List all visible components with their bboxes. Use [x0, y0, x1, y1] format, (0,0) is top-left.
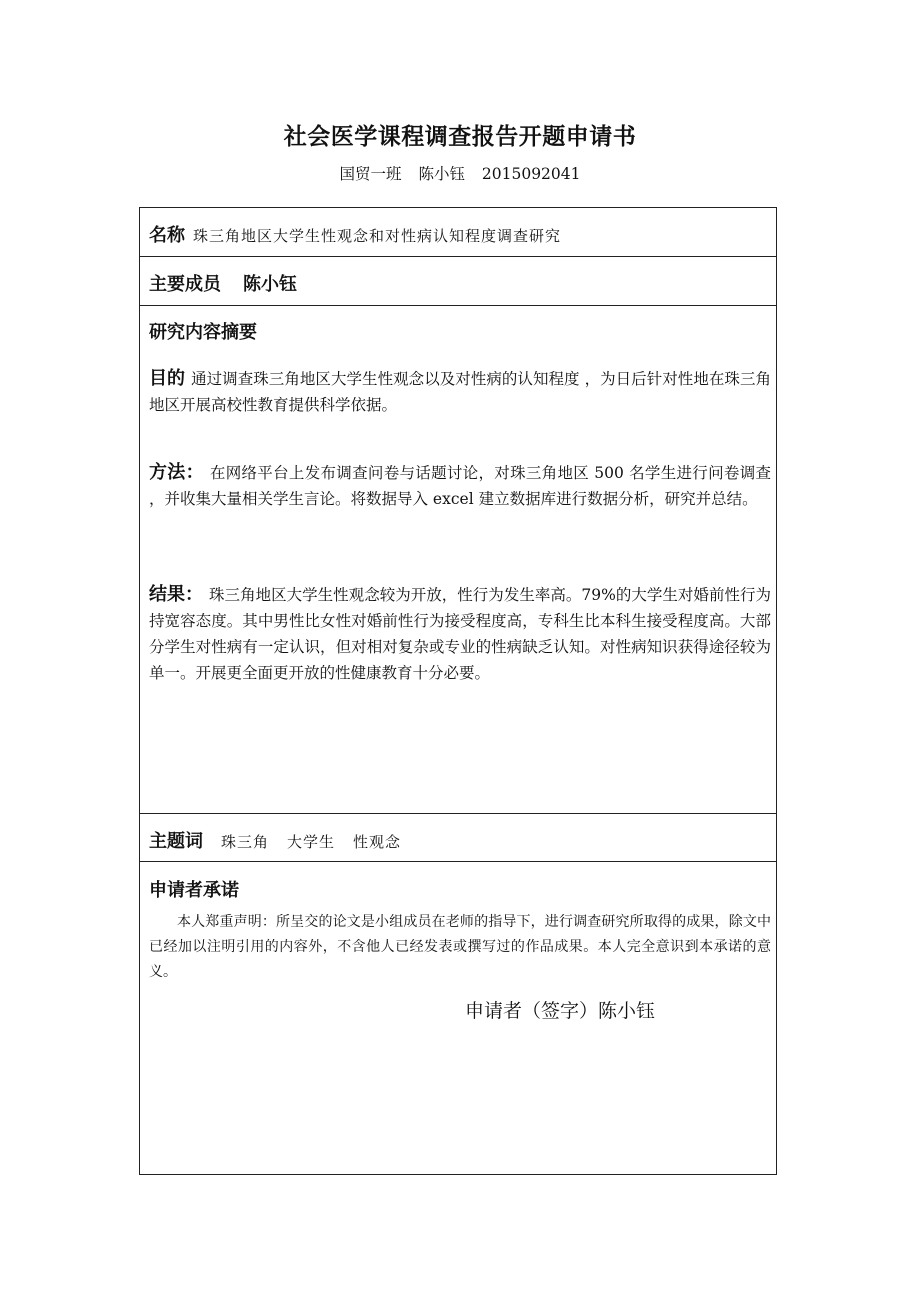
abstract-heading: 研究内容摘要 [149, 322, 257, 343]
keyword-item: 大学生 [287, 833, 336, 851]
document-subtitle [0, 162, 920, 184]
project-name: 珠三角地区大学生性观念和对性病认知程度调查研究 [193, 227, 562, 245]
members-label: 主要成员 [149, 274, 221, 295]
purpose-label: 目的 [149, 368, 186, 389]
members-row [140, 257, 776, 306]
student-name: 陈小钰 [418, 165, 465, 183]
keyword-item: 珠三角 [221, 833, 270, 851]
abstract-section [140, 306, 776, 814]
method-text: 在网络平台上发布调查问卷与话题讨论，对珠三角地区 500 名学生进行问卷调查 ，并收集大量相关学生言论。将数据导入 excel 建立数据库进行数据分析，研究并总结。 [149, 464, 771, 508]
purpose-paragraph [149, 366, 771, 418]
keyword-item: 性观念 [353, 833, 402, 851]
document-title: 社会医学课程调查报告开题申请书 [283, 124, 637, 150]
class-name: 国贸一班 [339, 165, 402, 183]
student-id: 2015092041 [481, 165, 581, 183]
members-value: 陈小钰 [243, 274, 297, 295]
name-label: 名称 [149, 225, 185, 246]
result-text: 珠三角地区大学生性观念较为开放，性行为发生率高。79%的大学生对婚前性行为持宽容态度。其中男性比女性对婚前性行为接受程度高，专科生比本科生接受程度高。大部分学生对性病有一定认识，但对相对复杂或专业的性病缺乏认知。对性病知识获得途径较为单一。开展更全面更开放的性健康教育十分必要。 [149, 586, 771, 682]
pledge-heading: 申请者承诺 [149, 880, 239, 901]
keywords-label: 主题词 [149, 831, 203, 852]
result-label: 结果： [149, 584, 204, 605]
result-paragraph [149, 582, 771, 686]
purpose-text: 通过调查珠三角地区大学生性观念以及对性病的认知程度 ，为日后针对性地在珠三角地区开展高校性教育提供科学依据。 [149, 370, 772, 414]
signature-line: 申请者（签字）陈小钰 [465, 1000, 656, 1022]
pledge-text: 本人郑重声明：所呈交的论文是小组成员在老师的指导下，进行调查研究所取得的成果，除文中已经加以注明引用的内容外，不含他人已经发表或撰写过的作品成果。本人完全意识到本承诺的意义。 [149, 914, 771, 980]
pledge-section [140, 862, 776, 1174]
method-label: 方法： [149, 462, 204, 483]
name-row [140, 208, 776, 257]
keywords-row [140, 814, 776, 862]
method-paragraph [149, 460, 771, 512]
application-form [139, 207, 777, 1175]
